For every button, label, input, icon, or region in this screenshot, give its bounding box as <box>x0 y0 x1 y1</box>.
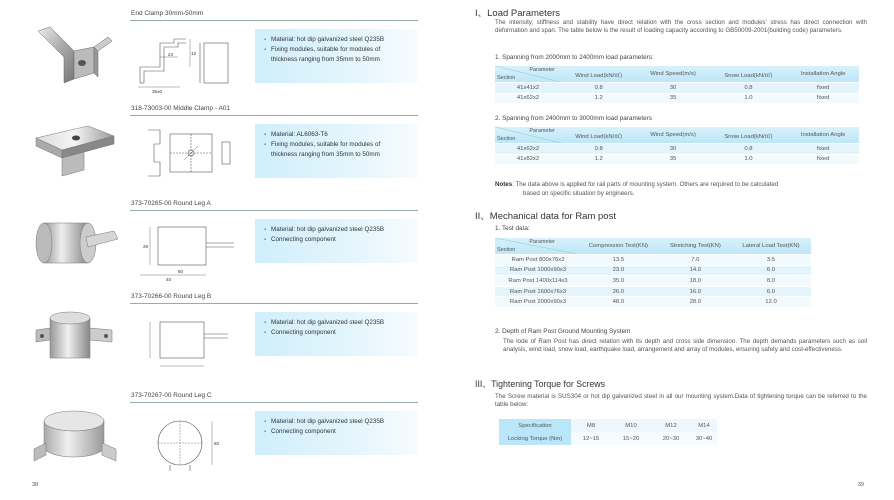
page-number: 38 <box>32 482 39 488</box>
spec-line: ▪ Connecting component <box>264 235 418 245</box>
table-cell: 30~40 <box>691 432 717 445</box>
round-leg-b-photo <box>28 300 120 372</box>
table-row <box>495 265 811 276</box>
table-row <box>499 432 717 445</box>
table-cell: fixed <box>787 144 859 155</box>
table-cell: 0.8 <box>561 144 636 155</box>
table-cell: 35 <box>636 93 709 104</box>
table-cell: 41x41x2 <box>495 83 561 94</box>
section-title-torque: III、Tightening Torque for Screws <box>475 379 606 389</box>
spec-line: thickness ranging from 35mm to 50mm <box>271 151 380 158</box>
subheading: 1. Test data: <box>495 225 530 232</box>
table-cell: Ram Post 800x76x2 <box>495 255 577 266</box>
table-cell: 41x62x2 <box>495 144 561 155</box>
notes-label: Notes <box>495 181 513 188</box>
table-cell: 12.0 <box>731 297 811 308</box>
spec-box <box>255 411 418 455</box>
table-cell: M8 <box>571 419 611 432</box>
table-row <box>495 83 859 94</box>
product-title: 373-70265-00 Round Leg A <box>131 200 211 207</box>
ram-post-table <box>495 238 811 308</box>
torque-table <box>499 419 717 445</box>
table-cell: 14.0 <box>660 265 731 276</box>
spec-box <box>255 312 418 356</box>
table-cell: Ram Post 1400x114x3 <box>495 276 577 287</box>
table-cell: 6.0 <box>731 265 811 276</box>
table-cell: M14 <box>691 419 717 432</box>
dim-label: 28 <box>143 244 149 249</box>
table-cell: 16.0 <box>660 286 731 297</box>
header-cell: Compression Test(KN) <box>577 238 660 255</box>
header-cell: Installation Angle <box>787 127 859 144</box>
table-cell: 18.0 <box>660 276 731 287</box>
round-leg-c-drawing <box>130 409 248 473</box>
table-cell: M10 <box>611 419 651 432</box>
table-row <box>495 144 859 155</box>
header-cell: Wind Load(kN/㎡) <box>561 127 636 144</box>
header-cell: Wind Speed(m/s) <box>636 66 709 83</box>
header-label: Parameter <box>529 128 555 134</box>
table-row <box>495 286 811 297</box>
table-cell: 30 <box>636 144 709 155</box>
table-row <box>495 255 811 266</box>
table-label: Locking Torque (Nm) <box>499 432 571 445</box>
spec-line: ▪ Material: hot dip galvanized steel Q235B <box>264 318 418 328</box>
table-cell: 6.0 <box>731 286 811 297</box>
spec-line: ▪ Material: hot dip galvanized steel Q235B <box>264 225 418 235</box>
spec-line: ▪ Connecting component <box>264 328 418 338</box>
load-table-2 <box>495 127 859 165</box>
diag-header-cell <box>495 238 577 255</box>
table-row <box>495 276 811 287</box>
notes-text: : The data above is applied for rail parts of mounting system. Others are required to be calculated <box>512 181 779 188</box>
header-cell: Installation Angle <box>787 66 859 83</box>
spec-box <box>255 124 418 178</box>
header-cell: Snow Load(kN/㎡) <box>710 66 788 83</box>
table-cell: 15~20 <box>611 432 651 445</box>
section-title-ram-post: II、Mechanical data for Ram post <box>475 211 616 222</box>
table-cell: 35 <box>636 154 709 165</box>
header-cell: Lateral Load Test(KN) <box>731 238 811 255</box>
diag-header-cell <box>495 66 561 83</box>
header-label: Parameter <box>529 67 555 73</box>
round-leg-a-drawing <box>130 217 248 281</box>
dim-label: 24 <box>168 52 174 57</box>
end-clamp-drawing <box>130 27 248 94</box>
table-row <box>495 297 811 308</box>
product-title: 373-70266-00 Round Leg B <box>131 293 212 300</box>
section-paragraph: The lode of Ram Post has direct relation with its depth and cross side dimension. The depth demands parameters such as soil analysis, wind load, snow load, earthquake load, arrangement and array of modules, ensuring safety and cost-effectiveness. <box>503 338 867 353</box>
table-cell: 30 <box>636 83 709 94</box>
spec-line: ▪ Material: AL6063-T6 <box>264 130 418 140</box>
product-middle-clamp <box>0 104 447 199</box>
product-round-leg-b <box>0 292 447 387</box>
header-label: Section <box>497 75 516 81</box>
table-cell: 23.0 <box>577 265 660 276</box>
table-cell: 28.0 <box>660 297 731 308</box>
table-cell: 20~30 <box>651 432 691 445</box>
table-cell: 48.0 <box>577 297 660 308</box>
dim-label: 60 <box>214 441 220 446</box>
spec-line: ▪ Fixing modules, suitable for modules of <box>264 45 418 55</box>
header-label: Parameter <box>529 239 555 245</box>
product-title: 318-73003-00 Middle Clamp - A01 <box>131 105 231 112</box>
product-round-leg-c <box>0 391 447 486</box>
header-label: Section <box>497 136 516 142</box>
page-number: 39 <box>857 482 864 488</box>
table-cell: Ram Post 1000x90x3 <box>495 265 577 276</box>
table-cell: 12~15 <box>571 432 611 445</box>
subheading: 2. Depth of Ram Post Ground Mounting System <box>495 328 631 335</box>
right-page <box>447 0 894 500</box>
table-cell: fixed <box>787 154 859 165</box>
load-table-1 <box>495 66 859 104</box>
header-label: Section <box>497 247 516 253</box>
table-cell: 1.2 <box>561 93 636 104</box>
section-paragraph: The intensity, stiffness and stability have direct relation with the cross section and modules’ stress has direct connection with deformation and span. The table below is the result of loading capacity according to GB50009-2001(building code) parameters. <box>495 19 867 34</box>
table-cell: 0.8 <box>710 83 788 94</box>
table-cell: 7.0 <box>660 255 731 266</box>
subheading: 2. Spanning from 2400mm to 3000mm load parameters <box>495 115 653 122</box>
table-cell: 0.8 <box>710 144 788 155</box>
dim-label: 60 <box>178 269 184 274</box>
header-cell: Snow Load(kN/㎡) <box>710 127 788 144</box>
spec-line: ▪ Connecting component <box>264 427 418 437</box>
dim-label: 40 <box>166 277 172 282</box>
subheading: 1. Spanning from 2000mm to 2400mm load parameters: <box>495 54 654 61</box>
table-cell: 41x82x2 <box>495 154 561 165</box>
table-cell: 35.0 <box>577 276 660 287</box>
spec-line: ▪ Material: hot dip galvanized steel Q235B <box>264 35 418 45</box>
header-cell: Wind Load(kN/㎡) <box>561 66 636 83</box>
end-clamp-photo <box>28 17 120 89</box>
product-end-clamp <box>0 9 447 104</box>
header-cell: Wind Speed(m/s) <box>636 127 709 144</box>
product-round-leg-a <box>0 199 447 294</box>
round-leg-a-photo <box>28 207 120 279</box>
dim-label: 36±0 <box>152 89 162 94</box>
round-leg-c-photo <box>28 399 120 471</box>
table-cell: 1.0 <box>710 154 788 165</box>
table-cell: Ram Post 1600x76x3 <box>495 286 577 297</box>
table-cell: Ram Post 2000x90x3 <box>495 297 577 308</box>
notes <box>495 181 778 188</box>
header-cell: Stretching Test(KN) <box>660 238 731 255</box>
table-row <box>495 93 859 104</box>
table-cell: fixed <box>787 93 859 104</box>
section-paragraph: The Screw material is SUS304 or hot dip galvanized steel in all our mounting system.Data of tightening torque can be referred to the table below: <box>495 393 867 408</box>
table-cell: 8.0 <box>731 276 811 287</box>
table-cell: 13.5 <box>577 255 660 266</box>
middle-clamp-photo <box>28 112 120 184</box>
notes-cont: based on specific situation by engineers. <box>523 190 635 197</box>
product-title: End Clamp 30mm-50mm <box>131 10 204 17</box>
diag-header-cell <box>495 127 561 144</box>
table-row <box>495 154 859 165</box>
dim-label: 12 <box>191 51 197 56</box>
middle-clamp-drawing <box>130 122 248 186</box>
table-label: Specification <box>499 419 571 432</box>
table-cell: 1.2 <box>561 154 636 165</box>
spec-box <box>255 219 418 263</box>
spec-line: ▪ Material: hot dip galvanized steel Q235B <box>264 417 418 427</box>
table-cell: 1.0 <box>710 93 788 104</box>
round-leg-b-drawing <box>130 310 248 374</box>
spec-box <box>255 29 418 83</box>
table-row <box>499 419 717 432</box>
table-cell: M12 <box>651 419 691 432</box>
table-cell: 26.0 <box>577 286 660 297</box>
product-title: 373-70267-00 Round Leg C <box>131 392 212 399</box>
spec-line: thickness ranging from 35mm to 50mm <box>271 56 380 63</box>
table-cell: 0.8 <box>561 83 636 94</box>
table-cell: 3.5 <box>731 255 811 266</box>
table-cell: 41x62x2 <box>495 93 561 104</box>
section-title-load-parameters: I、Load Parameters <box>475 8 561 19</box>
spec-line: ▪ Fixing modules, suitable for modules of <box>264 140 418 150</box>
table-cell: fixed <box>787 83 859 94</box>
